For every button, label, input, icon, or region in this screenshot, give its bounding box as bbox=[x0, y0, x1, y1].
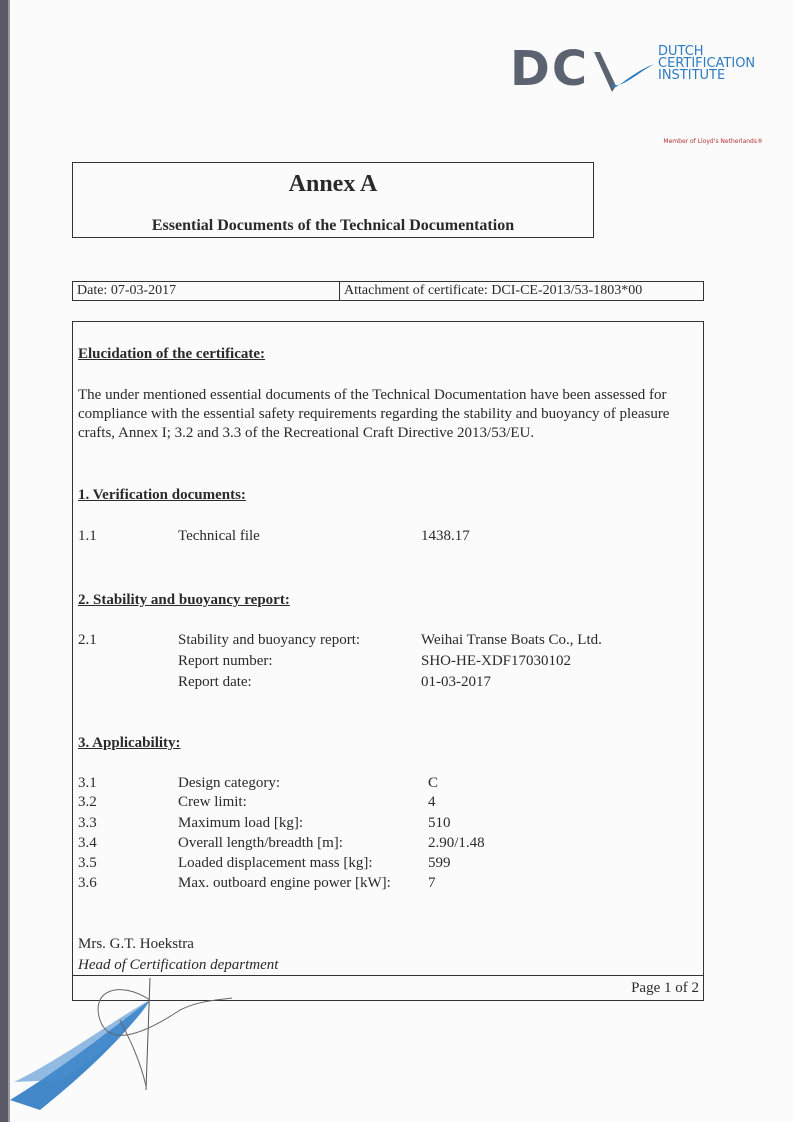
signature-icon bbox=[0, 960, 260, 1122]
section3-row-value: 599 bbox=[428, 855, 451, 871]
section1-row-value: 1438.17 bbox=[421, 528, 470, 544]
section3-row-label: Max. outboard engine power [kW]: bbox=[178, 875, 391, 891]
section3-row-num: 3.5 bbox=[78, 855, 97, 871]
section3-row-label: Overall length/breadth [m]: bbox=[178, 835, 343, 851]
section2-heading: 2. Stability and buoyancy report: bbox=[78, 592, 290, 608]
dci-logo bbox=[510, 40, 770, 100]
date-row bbox=[72, 281, 704, 301]
signatory-role: Head of Certification department bbox=[78, 957, 279, 973]
section2-row-label: Report number: bbox=[178, 653, 273, 669]
section1-row-label: Technical file bbox=[178, 528, 260, 544]
section3-row-value: C bbox=[428, 775, 439, 791]
section3-row-value: 7 bbox=[428, 875, 436, 891]
section3-row-num: 3.1 bbox=[78, 775, 97, 791]
section3-row-value: 2.90/1.48 bbox=[428, 835, 485, 851]
page-subtitle: Essential Documents of the Technical Documentation bbox=[151, 217, 515, 234]
logo-line-certification: CERTIFICATION bbox=[658, 56, 756, 71]
section2-num: 2.1 bbox=[78, 632, 97, 648]
binder-edge-shadow bbox=[8, 0, 10, 1122]
section3-row-num: 3.3 bbox=[78, 815, 97, 831]
elucidation-text: The under mentioned essential documents of the Technical Documentation have been assessed for compliance with the essential safety requirements regarding the stability and buoyancy of pleasure crafts, Annex I; 3.2 and 3.3 of the Recreational Craft Directive 2013/53/EU. bbox=[78, 387, 670, 441]
logo-text bbox=[658, 46, 755, 82]
binder-edge bbox=[0, 0, 8, 1122]
section3-row-num: 3.6 bbox=[78, 875, 97, 891]
section2-row-value: 01-03-2017 bbox=[421, 674, 491, 690]
section3-row-num: 3.4 bbox=[78, 835, 97, 851]
page-title: Annex A bbox=[288, 171, 378, 197]
section3-heading: 3. Applicability: bbox=[78, 735, 181, 751]
title-box bbox=[72, 162, 594, 238]
section3-row-label: Design category: bbox=[178, 775, 281, 791]
section3-row-label: Loaded displacement mass [kg]: bbox=[178, 855, 373, 871]
section2-row-label: Report date: bbox=[178, 674, 252, 690]
member-note: Member of Lloyd's Netherlands® bbox=[663, 138, 763, 145]
section3-row-value: 510 bbox=[428, 815, 451, 831]
content-box bbox=[72, 321, 704, 1001]
section3-row-label: Crew limit: bbox=[178, 794, 247, 810]
section3-row-num: 3.2 bbox=[78, 794, 97, 810]
logo-line-dutch: DUTCH bbox=[658, 44, 704, 59]
section2-row-value: SHO-HE-XDF17030102 bbox=[421, 653, 571, 669]
date-cell: Date: 07-03-2017 bbox=[73, 282, 340, 300]
section1-heading: 1. Verification documents: bbox=[78, 487, 246, 503]
logo-letters: DC bbox=[510, 41, 590, 97]
page-number: Page 1 of 2 bbox=[631, 980, 699, 996]
section3-row-value: 4 bbox=[428, 794, 436, 810]
section3-row-label: Maximum load [kg]: bbox=[178, 815, 303, 831]
attachment-cell: Attachment of certificate: DCI-CE-2013/53-1803*00 bbox=[344, 283, 643, 298]
section2-row-label: Stability and buoyancy report: bbox=[178, 632, 361, 648]
logo-swoosh-icon bbox=[590, 48, 656, 96]
signatory-name: Mrs. G.T. Hoekstra bbox=[78, 936, 194, 952]
logo-line-institute: INSTITUTE bbox=[658, 68, 726, 83]
elucidation-heading: Elucidation of the certificate: bbox=[78, 346, 266, 362]
section2-row-value: Weihai Transe Boats Co., Ltd. bbox=[421, 632, 602, 648]
section1-row-num: 1.1 bbox=[78, 528, 97, 544]
